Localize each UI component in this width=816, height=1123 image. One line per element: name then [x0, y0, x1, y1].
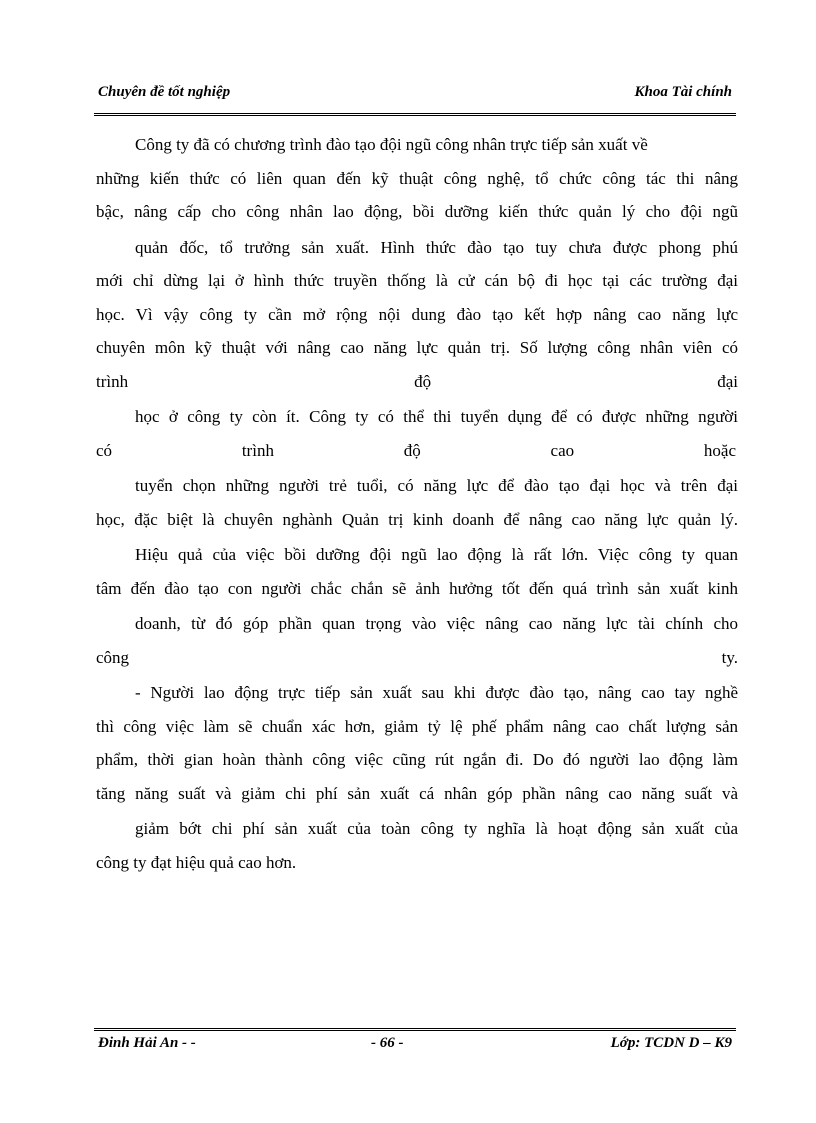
body-line: học. Vì vậy công ty cần mở rộng nội dung đào tạo kết hợp nâng cao năng lực [96, 304, 738, 324]
footer-class: Lớp: TCDN D – K9 [610, 1035, 732, 1051]
body-line: công ty. [96, 647, 738, 667]
body-line: Hiệu quả của việc bồi dưỡng đội ngũ lao động là rất lớn. Việc công ty quan [135, 545, 738, 564]
body-line: Công ty đã có chương trình đào tạo đội ngũ công nhân trực tiếp sản xuất về [135, 135, 648, 154]
body-line: phẩm, thời gian hoàn thành công việc cũng rút ngắn đi. Do đó người lao động làm [96, 750, 738, 769]
body-line: giảm bớt chi phí sản xuất của toàn công ty nghĩa là hoạt động sản xuất của [135, 819, 738, 838]
body-line: chuyên môn kỹ thuật với nâng cao năng lực quản trị. Số lượng công nhân viên có [96, 338, 738, 357]
body-line: tăng năng suất và giảm chi phí sản xuất cá nhân góp phần nâng cao năng suất và [96, 783, 738, 803]
footer-rule [94, 1028, 736, 1031]
document-body [96, 128, 738, 879]
body-line: - Người lao động trực tiếp sản xuất sau khi được đào tạo, nâng cao tay nghề [135, 683, 738, 702]
body-line: thì công việc làm sẽ chuẩn xác hơn, giảm tỷ lệ phế phẩm nâng cao chất lượng sản [96, 716, 738, 736]
body-line: trình độ đại [96, 371, 738, 391]
header-document-type: Chuyên đề tốt nghiệp [98, 84, 231, 100]
body-line: tuyển chọn những người trẻ tuổi, có năng lực để đào tạo đại học và trên đại [135, 476, 738, 495]
header-faculty: Khoa Tài chính [634, 84, 732, 100]
body-line: những kiến thức có liên quan đến kỹ thuật công nghệ, tổ chức công tác thi nâng [96, 168, 738, 188]
body-line: mới chỉ dừng lại ở hình thức truyền thống là cử cán bộ đi học tại các trường đại [96, 271, 738, 290]
page-footer [96, 1033, 738, 1055]
header-rule [94, 113, 736, 116]
body-line: doanh, từ đó góp phần quan trọng vào việc nâng cao năng lực tài chính cho [135, 614, 738, 633]
footer-author: Đinh Hải An - - [98, 1035, 196, 1051]
footer-page-number: - 66 - [371, 1035, 404, 1051]
body-line: học ở công ty còn ít. Công ty có thể thi tuyển dụng để có được những người [135, 407, 738, 426]
page-header [96, 80, 736, 104]
body-line: quản đốc, tổ trưởng sản xuất. Hình thức đào tạo tuy chưa được phong phú [135, 237, 738, 257]
body-line: học, đặc biệt là chuyên nghành Quản trị kinh doanh để nâng cao năng lực quản lý. [96, 509, 738, 529]
body-line: công ty đạt hiệu quả cao hơn. [96, 852, 297, 872]
body-line: có trình độ cao hoặc [96, 440, 736, 460]
body-line: tâm đến đào tạo con người chắc chắn sẽ ảnh hưởng tốt đến quá trình sản xuất kinh [96, 578, 738, 598]
body-line: bậc, nâng cấp cho công nhân lao động, bồi dưỡng kiến thức quản lý cho đội ngũ [96, 202, 738, 221]
